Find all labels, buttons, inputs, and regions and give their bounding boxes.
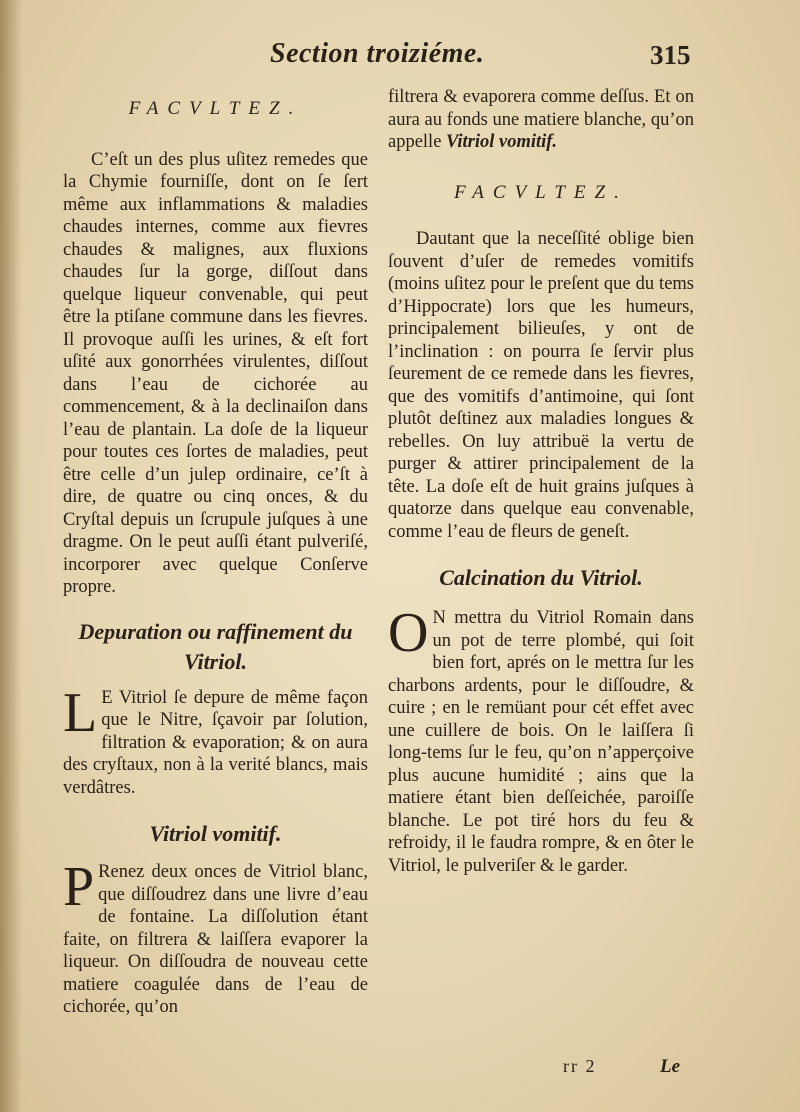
section-title-calcination: Calcination du Vitriol. [439,565,643,590]
left-column [63,98,368,1019]
calcination-paragraph [388,602,694,877]
vitriol-vomitif-term: Vitriol vomitif. [446,132,558,152]
dropcap: P [63,856,95,918]
calcination-text: N mettra du Vitriol Romain dans un pot de terre plombé, qui ſoit bien fort, aprés on le mettra ſur les charbons ardents, pour le diſſoudre, & cuire ; en le remüant pour cét effet avec une cuillere de bois. On le laiſſera ſi long-tems ſur le feu, qu’on n’apperçoive plus aucune humidité ; ains que la matiere étant bien deſſeichée, paroiſſe blanche. Le pot tiré hors du feu & refroidy, il le faudra rompre, & en ôter le Vitriol, le pulveriſer & le garder. [388,608,694,876]
continuation-text: filtrera & evaporera comme deſſus. Et on aura au fonds une matiere blanche, qu’on appelle [388,87,694,152]
facultez-heading: FACVLTEZ. [128,98,303,119]
section-title-vomitif: Vitriol vomitif. [149,821,282,846]
depuration-paragraph [63,681,368,800]
facultez-paragraph: Dautant que la neceſſité oblige bien ſouvent d’uſer de remedes vomitifs (moins uſitez pour le preſent que du tems d’Hippocrate) lors que les humeurs, principalement bilieuſes, y ont de l’inclination : on pourra ſe ſervir plus ſeurement de ce remede dans les fievres, que des vomitifs d’antimoine, qui ſont plutôt deſtinez aux maladies longues & rebelles. On luy attribuë la vertu de purger & attirer principalement de la tête. La doſe eſt de huit grains juſques à quatorze dans quelque eau convenable, comme l’eau de fleurs de geneſt. [388,229,694,542]
vomitif-paragraph [63,856,368,1019]
gutter-shadow [0,0,22,1112]
signature-mark: rr 2 [563,1056,597,1076]
running-head-title: Section troiziéme. [270,38,485,69]
depuration-text: E Vitriol ſe depure de même façon que le Nitre, ſçavoir par ſolution, filtration & evaporation; & on aura des cryſtaux, non à la verité blancs, mais verdâtres. [63,687,368,798]
facultez-paragraph: C’eſt un des plus uſitez remedes que la Chymie fourniſſe, dont on ſe ſert même aux inflammations & maladies chaudes internes, comme aux fievres chaudes & malignes, aux fluxions chaudes ſur la gorge, diſſout dans quelque liqueur convenable, qui peut être la ptiſane commune dans les fievres. Il provoque auſſi les urines, & eſt fort uſité aux gonorrhées virulentes, diſſout dans l’eau de cichorée au commencement, & à la declinaiſon dans l’eau de plantain. La doſe de la liqueur pour toutes ces ſortes de maladies, peut être celle d’un julep ordinaire, ce’ſt à dire, de quatre ou cinq onces, & du Cryſtal depuis un ſcrupule juſques à une dragme. On le peut auſſi étant pulveriſé, incorporer avec quelque Conſerve propre. [63,149,368,597]
dropcap: L [63,681,98,744]
catchword: Le [660,1056,681,1077]
facultez-heading: FACVLTEZ. [454,181,628,203]
page-footer [0,1056,800,1080]
section-title-depuration: Depuration ou raffinement du Vitriol. [78,618,353,674]
dropcap: O [388,602,429,664]
right-column [388,86,694,877]
vomitif-text: Renez deux onces de Vitriol blanc, que diſſoudrez dans une livre d’eau de fontaine. La diſſolution étant faite, on filtrera & laiſſera evaporer la liqueur. On diſſoudra de nouveau cette matiere coagulée dans de l’eau de cichorée, qu’on [63,862,368,1017]
running-head [0,38,800,82]
page-number: 315 [650,40,691,70]
continuation-paragraph [388,86,694,154]
